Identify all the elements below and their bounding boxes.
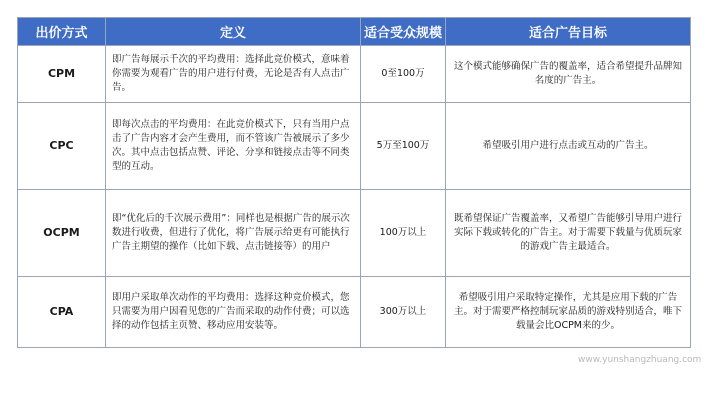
scale-cell: 300万以上 — [361, 277, 446, 348]
watermark: www.yunshangzhuang.com — [578, 355, 702, 365]
goal-cell: 既希望保证广告覆盖率，又希望广告能够引导用户进行实际下载或转化的广告主。对于需要下载量与优质玩家的游戏广告主最适合。 — [446, 190, 691, 277]
scale-cell: 5万至100万 — [361, 103, 446, 190]
definition-cell: 即“优化后的千次展示费用”：同样也是根据广告的展示次数进行收费，但进行了优化，将广告展示给更有可能执行广告主期望的操作（比如下载、点击链接等）的用户 — [106, 190, 361, 277]
ad-bidding-table — [17, 17, 691, 348]
header-definition: 定义 — [106, 18, 361, 46]
header-goal: 适合广告目标 — [446, 18, 691, 46]
method-cell: CPC — [18, 103, 106, 190]
definition-cell: 即用户采取单次动作的平均费用：选择这种竞价模式，您只需要为用户因看见您的广告而采取的动作付费；可以选择的动作包括主页赞、移动应用安装等。 — [106, 277, 361, 348]
definition-cell: 即广告每展示千次的平均费用：选择此竞价模式，意味着你需要为观看广告的用户进行付费，无论是否有人点击广告。 — [106, 46, 361, 103]
header-method: 出价方式 — [18, 18, 106, 46]
table-row-ocpm — [18, 190, 691, 277]
method-cell: CPM — [18, 46, 106, 103]
scale-cell: 0至100万 — [361, 46, 446, 103]
goal-cell: 希望吸引用户进行点击或互动的广告主。 — [446, 103, 691, 190]
goal-cell: 这个模式能够确保广告的覆盖率，适合希望提升品牌知名度的广告主。 — [446, 46, 691, 103]
goal-cell: 希望吸引用户采取特定操作，尤其是应用下载的广告主。对于需要严格控制玩家品质的游戏特别适合，唯下载量会比OCPM来的少。 — [446, 277, 691, 348]
table-header-row — [18, 18, 691, 46]
header-scale: 适合受众规模 — [361, 18, 446, 46]
method-cell: CPA — [18, 277, 106, 348]
table-row-cpa — [18, 277, 691, 348]
definition-cell: 即每次点击的平均费用：在此竞价模式下，只有当用户点击了广告内容才会产生费用，而不管该广告被展示了多少次。其中点击包括点赞、评论、分享和链接点击等不同类型的互动。 — [106, 103, 361, 190]
table-row-cpm — [18, 46, 691, 103]
table-row-cpc — [18, 103, 691, 190]
method-cell: OCPM — [18, 190, 106, 277]
scale-cell: 100万以上 — [361, 190, 446, 277]
